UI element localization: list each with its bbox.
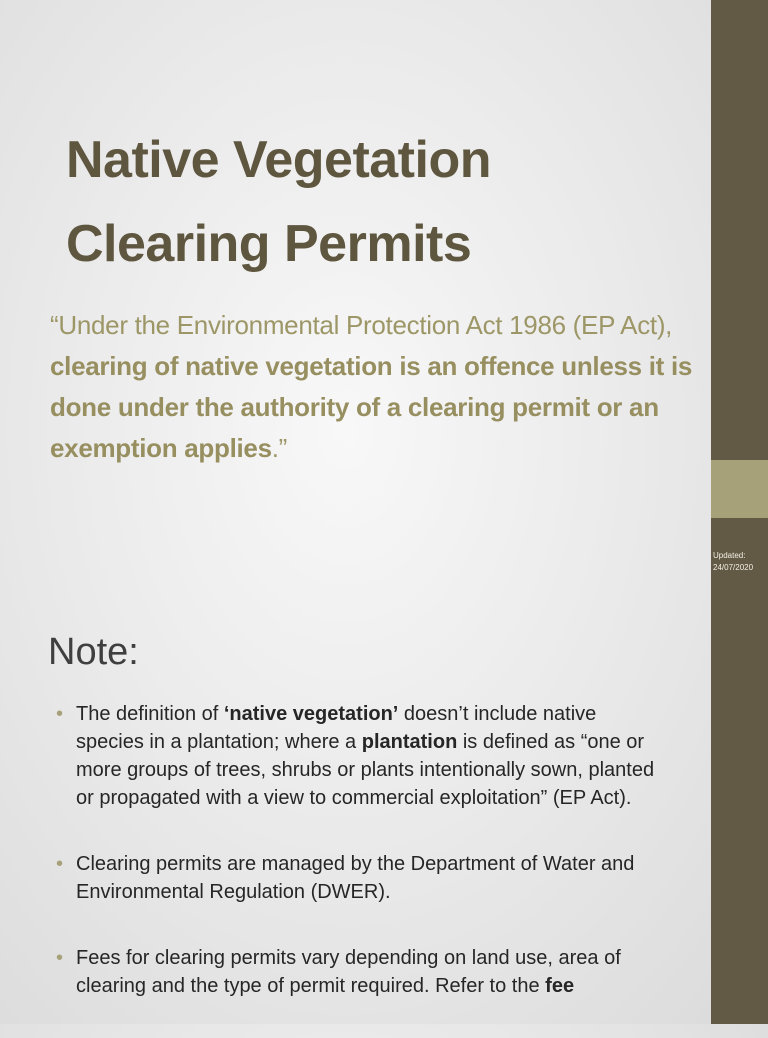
bullet-permit-fees (56, 944, 656, 1000)
note-heading: Note: (48, 631, 139, 673)
right-side-accent-block (711, 460, 768, 518)
slide-title-line-1: Native Vegetation (66, 131, 491, 189)
bullet-text: Clearing permits are managed by the Department of Water and Environmental Regulation (DWER). (76, 853, 635, 903)
bullet-icon: • (56, 853, 64, 875)
updated-label: Updated: (713, 551, 746, 560)
bullet-text: Fees for clearing permits vary depending on land use, area of clearing and the type of permit required. Refer to the (76, 947, 621, 997)
quote-bold-text: clearing of native vegetation is an offence unless it is done under the authority of a clearing permit or an exemption applies (50, 351, 693, 463)
bullet-bold-term: ‘native vegetation’ (223, 703, 399, 725)
note-bullet-list (56, 700, 656, 1038)
slide-title-line-2: Clearing Permits (66, 215, 472, 273)
updated-stamp (713, 550, 768, 574)
bullet-text: The definition of (76, 703, 224, 725)
bullet-native-vegetation-definition (56, 700, 656, 812)
bullet-bold-term: fee (545, 975, 575, 997)
ep-act-quote (50, 305, 695, 469)
quote-prefix: “Under the Environmental Protection Act 1986 (EP Act), (50, 310, 673, 340)
bullet-icon: • (56, 703, 64, 725)
bullet-text: doesn’t include native species in a plantation; where a (76, 703, 597, 753)
updated-date: 24/07/2020 (713, 563, 754, 572)
bullet-text: is defined as “one or more groups of trees, shrubs or plants intentionally sown, planted or propagated with a view to commercial exploitation” (EP Act). (76, 731, 655, 809)
bullet-icon: • (56, 947, 64, 969)
slide-title (66, 118, 666, 286)
quote-suffix: .” (271, 433, 288, 463)
bullet-bold-term: plantation (361, 731, 458, 753)
bullet-permits-managed-by-dwer (56, 850, 656, 906)
